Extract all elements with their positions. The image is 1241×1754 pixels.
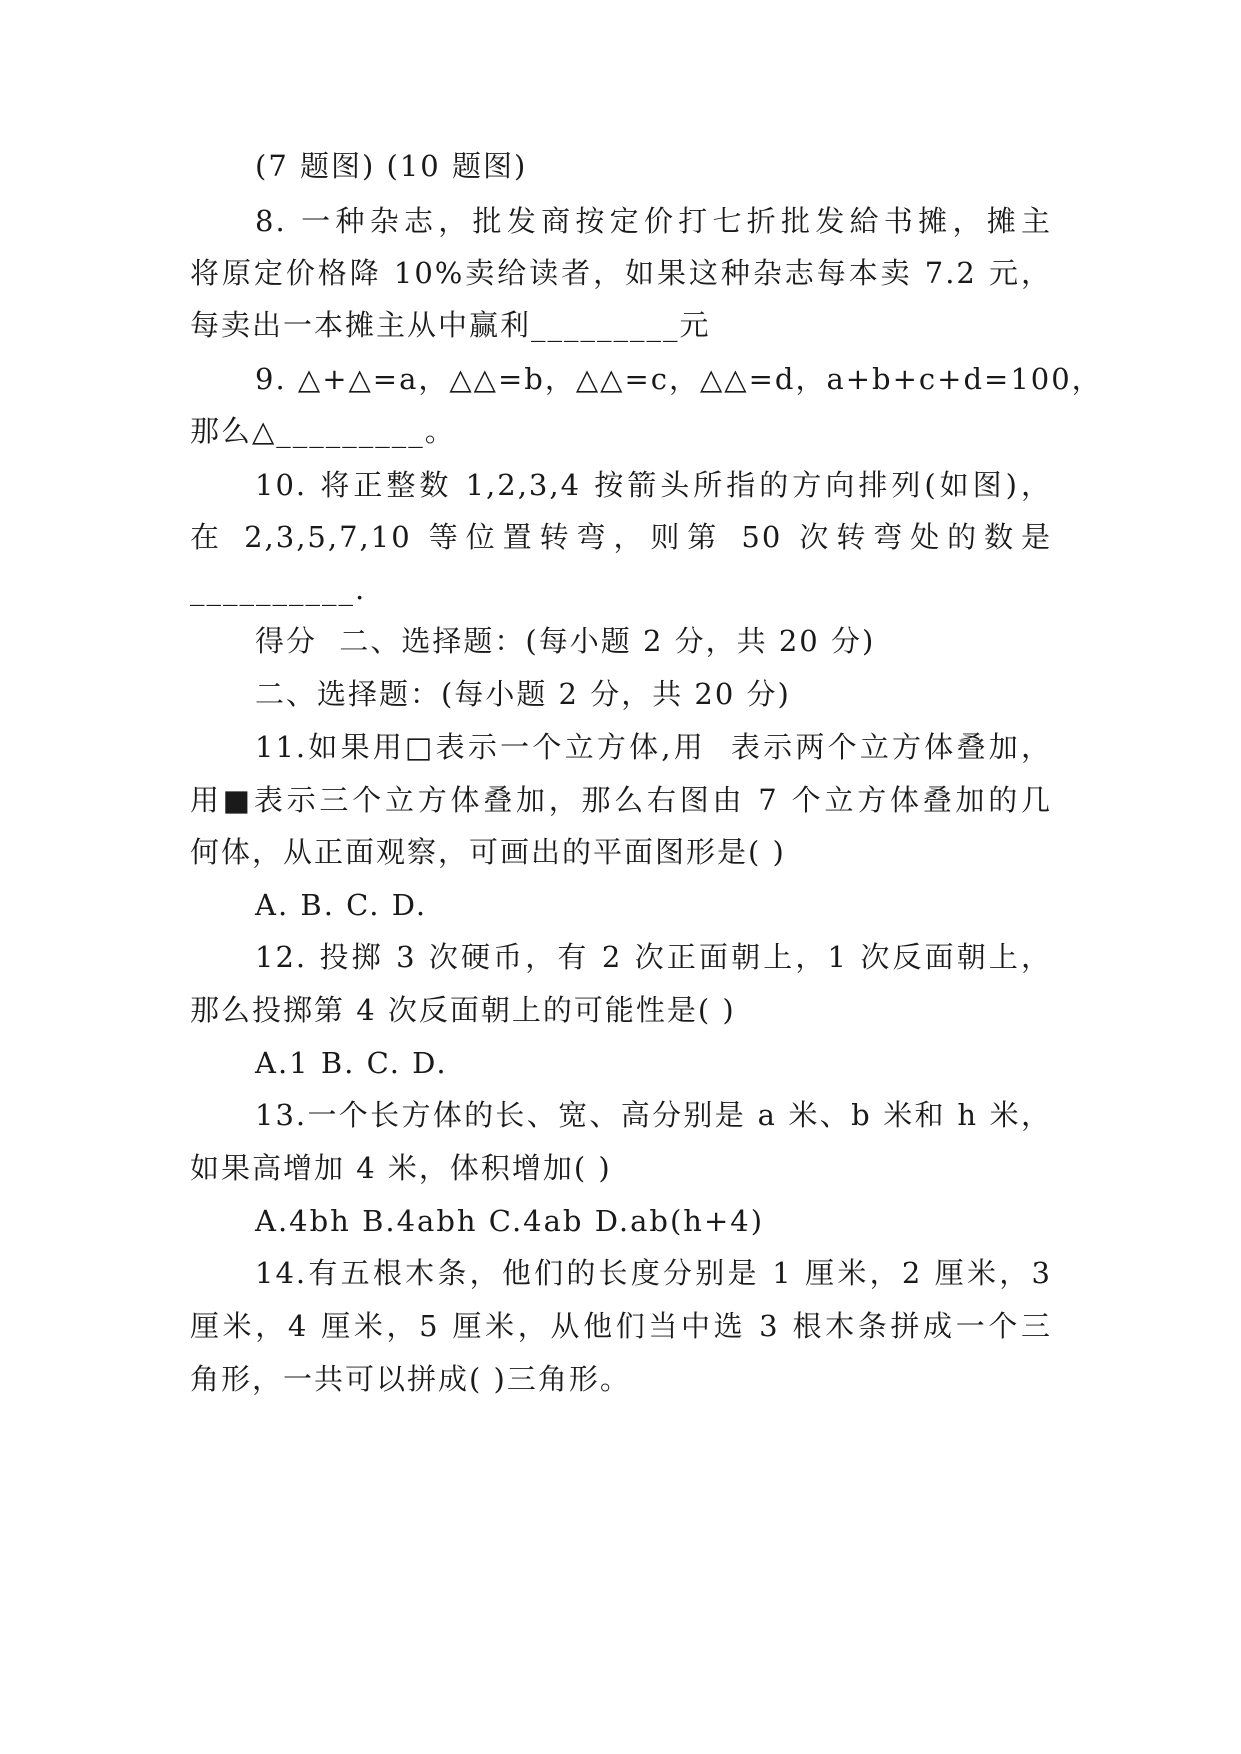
question-12-line-2: 那么投掷第 4 次反面朝上的可能性是( ) — [190, 993, 736, 1027]
question-13-line-2: 如果高增加 4 米，体积增加( ) — [190, 1151, 612, 1185]
question-9-line-2: 那么△_________。 — [190, 414, 456, 448]
question-10-line-1: 10. 将正整数 1,2,3,4 按箭头所指的方向排列(如图)， — [255, 468, 1052, 502]
question-11-options: A. B. C. D. — [255, 888, 428, 922]
section-heading-score: 得分 二、选择题：(每小题 2 分，共 20 分) — [255, 624, 876, 658]
question-11-line-2: 用■表示三个立方体叠加，那么右图由 7 个立方体叠加的几 — [190, 783, 1052, 817]
question-10-line-2: 在 2,3,5,7,10 等位置转弯，则第 50 次转弯处的数是 — [190, 520, 1052, 554]
question-8-line-1: 8. 一种杂志，批发商按定价打七折批发給书摊，摊主 — [255, 204, 1052, 238]
question-11-line-1: 11.如果用□表示一个立方体,用 表示两个立方体叠加， — [255, 730, 1052, 764]
question-8-line-2: 将原定价格降 10%卖给读者，如果这种杂志每本卖 7.2 元， — [190, 256, 1052, 290]
question-12-options: A.1 B. C. D. — [255, 1046, 448, 1080]
question-13-options: A.4bh B.4abh C.4ab D.ab(h+4) — [255, 1204, 765, 1238]
question-10-line-3: __________. — [190, 572, 367, 606]
question-14-line-1: 14.有五根木条，他们的长度分别是 1 厘米，2 厘米，3 — [255, 1256, 1052, 1290]
question-9-line-1: 9. △+△=a，△△=b，△△=c，△△=d，a+b+c+d=100， — [255, 362, 1103, 396]
section-heading: 二、选择题：(每小题 2 分，共 20 分) — [255, 677, 791, 711]
question-14-line-2: 厘米，4 厘米，5 厘米，从他们当中选 3 根木条拼成一个三 — [190, 1309, 1052, 1343]
question-14-line-3: 角形，一共可以拼成( )三角形。 — [190, 1362, 631, 1396]
question-12-line-1: 12. 投掷 3 次硬币，有 2 次正面朝上，1 次反面朝上， — [255, 940, 1052, 974]
question-13-line-1: 13.一个长方体的长、宽、高分别是 a 米、b 米和 h 米， — [255, 1098, 1052, 1132]
figure-caption: (7 题图) (10 题图) — [255, 149, 528, 183]
question-8-line-3: 每卖出一本摊主从中赢利_________元 — [190, 308, 711, 342]
question-11-line-3: 何体，从正面观察，可画出的平面图形是( ) — [190, 835, 786, 869]
